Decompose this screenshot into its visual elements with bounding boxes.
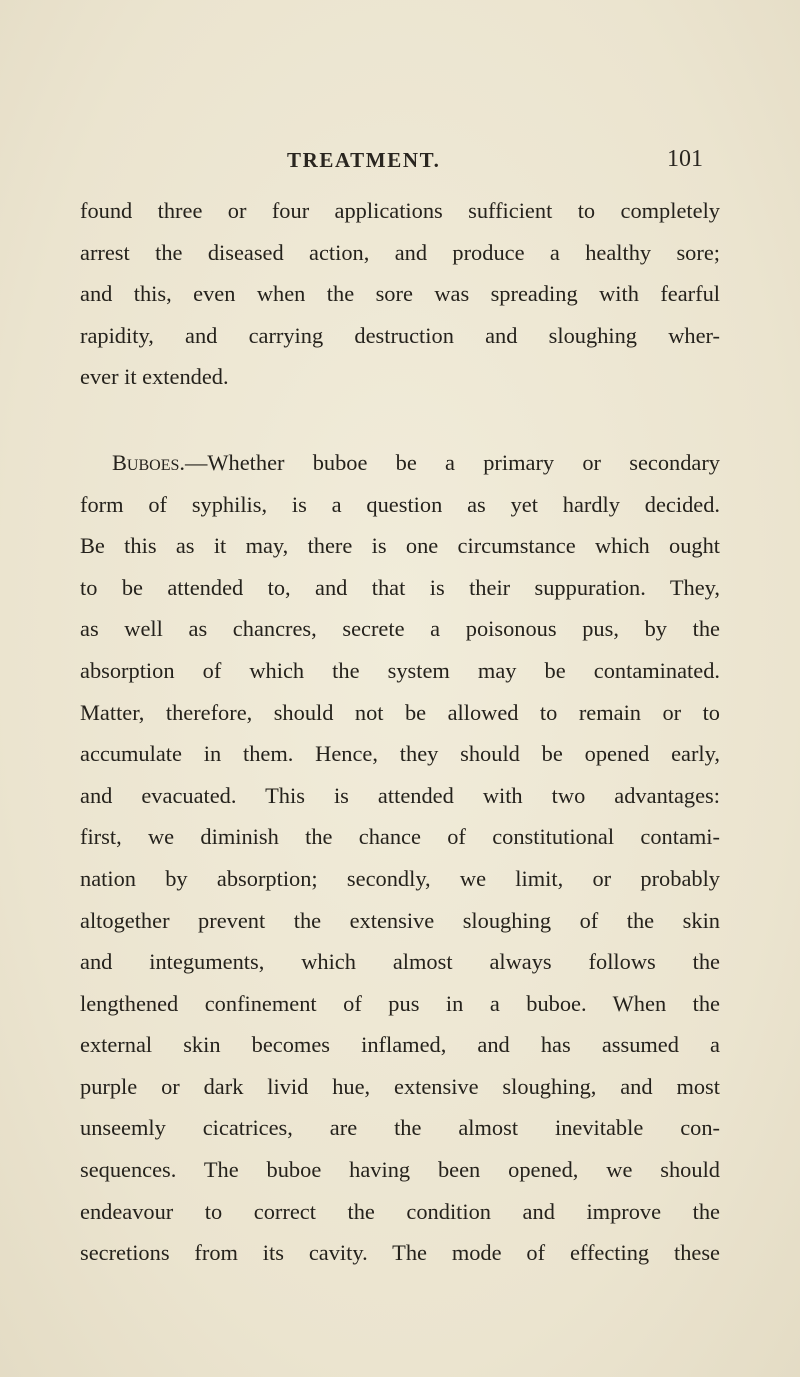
paragraph-gap xyxy=(80,398,720,442)
text-line: Be this as it may, there is one circumstance which ought xyxy=(80,533,720,559)
body-text xyxy=(80,190,720,1274)
text-line: endeavour to correct the condition and improve the xyxy=(80,1198,720,1224)
text-line: rapidity, and carrying destruction and sloughing wher- xyxy=(80,322,720,348)
paragraph-1 xyxy=(80,190,720,398)
section-heading-buboes: Buboes. xyxy=(112,449,185,475)
text-line: unseemly cicatrices, are the almost inevitable con- xyxy=(80,1115,720,1141)
page-number: 101 xyxy=(667,146,703,172)
text-line: external skin becomes inflamed, and has assumed a xyxy=(80,1032,720,1058)
text-line: first, we diminish the chance of constitutional contami- xyxy=(80,824,720,850)
text-line: nation by absorption; secondly, we limit, or probably xyxy=(80,865,720,891)
text-line: and integuments, which almost always follows the xyxy=(80,949,720,975)
text-line: absorption of which the system may be contaminated. xyxy=(80,657,720,683)
text-line: form of syphilis, is a question as yet hardly decided. xyxy=(80,491,720,517)
first-line-rest: —Whether buboe be a primary or secondary xyxy=(185,449,720,475)
text-line: purple or dark livid hue, extensive sloughing, and most xyxy=(80,1073,720,1099)
text-line: to be attended to, and that is their suppuration. They, xyxy=(80,574,720,600)
text-line: and this, even when the sore was spreading with fearful xyxy=(80,281,720,307)
text-line: Matter, therefore, should not be allowed to remain or to xyxy=(80,699,720,725)
text-line: altogether prevent the extensive sloughing of the skin xyxy=(80,907,720,933)
running-title: TREATMENT. xyxy=(287,148,441,172)
text-line: lengthened confinement of pus in a buboe. When the xyxy=(80,990,720,1016)
text-line: sequences. The buboe having been opened, we should xyxy=(80,1157,720,1183)
running-head xyxy=(0,148,800,180)
text-line: secretions from its cavity. The mode of effecting these xyxy=(80,1240,720,1266)
text-line: found three or four applications sufficient to completely xyxy=(80,198,720,223)
text-line: as well as chancres, secrete a poisonous pus, by the xyxy=(80,616,720,642)
paragraph-2 xyxy=(80,442,720,1274)
text-line: arrest the diseased action, and produce a healthy sore; xyxy=(80,239,720,265)
text-line-first xyxy=(80,442,720,484)
text-line: ever it extended. xyxy=(80,364,229,390)
text-line: accumulate in them. Hence, they should be opened early, xyxy=(80,741,720,767)
text-line: and evacuated. This is attended with two advantages: xyxy=(80,782,720,808)
